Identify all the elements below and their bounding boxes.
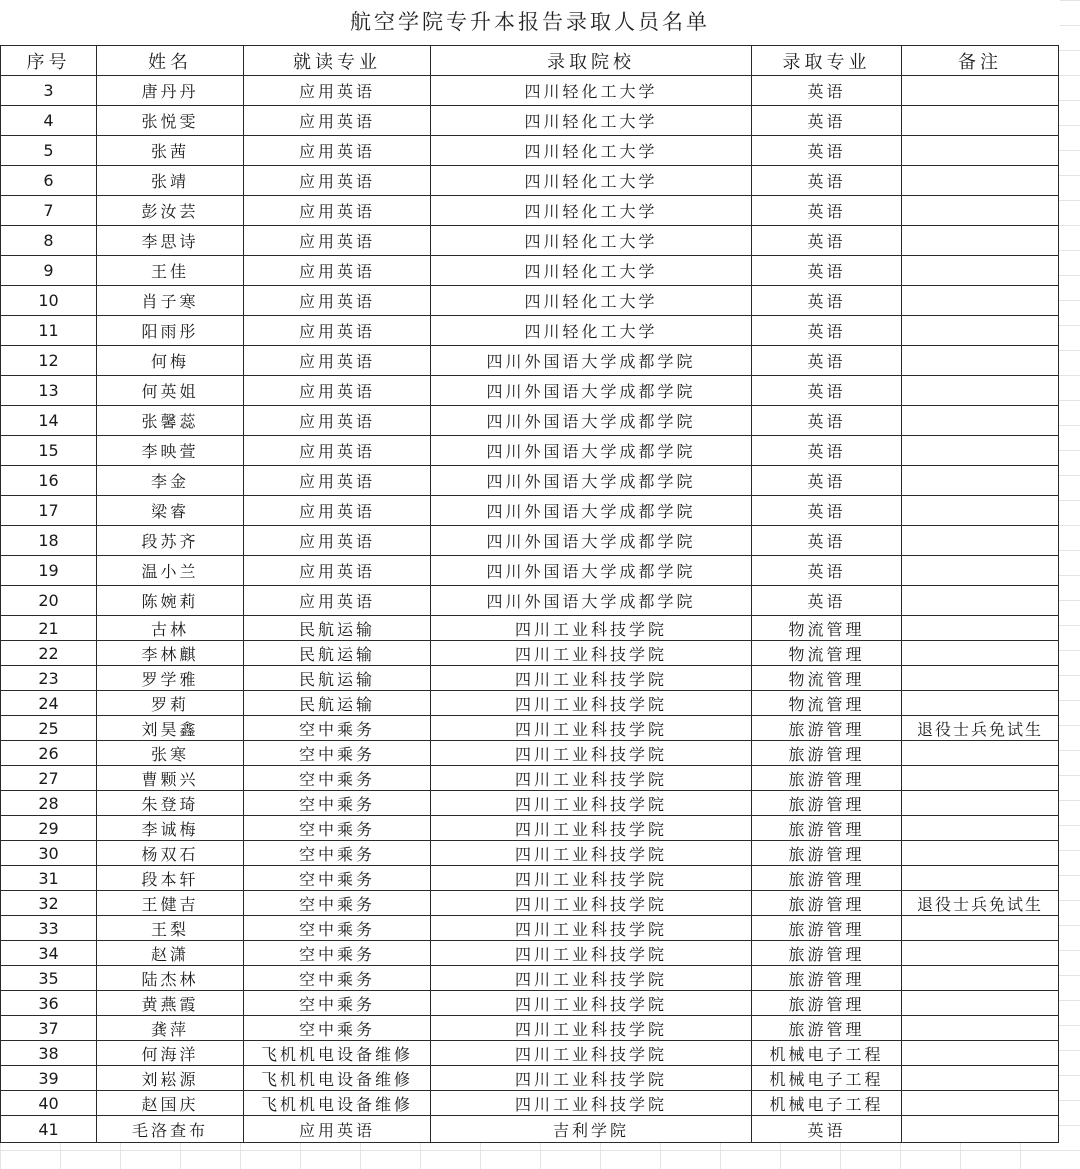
cell-row-number: 15: [1, 436, 97, 466]
cell-student-name: 李林麒: [97, 641, 244, 666]
cell-student-name: 曹颗兴: [97, 766, 244, 791]
cell-current-major: 应用英语: [244, 316, 431, 346]
cell-admitted-major: 旅游管理: [752, 991, 902, 1016]
cell-note: [902, 286, 1059, 316]
cell-admitted-major: 英语: [752, 556, 902, 586]
cell-row-number: 5: [1, 136, 97, 166]
cell-current-major: 应用英语: [244, 166, 431, 196]
cell-current-major: 应用英语: [244, 556, 431, 586]
cell-note: [902, 436, 1059, 466]
cell-student-name: 王佳: [97, 256, 244, 286]
table-row: [1, 1091, 1059, 1116]
cell-current-major: 应用英语: [244, 76, 431, 106]
cell-note: [902, 866, 1059, 891]
cell-row-number: 16: [1, 466, 97, 496]
table-row: [1, 641, 1059, 666]
cell-row-number: 27: [1, 766, 97, 791]
cell-admitted-major: 英语: [752, 286, 902, 316]
cell-admitted-major: 英语: [752, 526, 902, 556]
table-row: [1, 496, 1059, 526]
table-row: [1, 966, 1059, 991]
cell-admitted-school: 四川轻化工大学: [431, 256, 752, 286]
cell-current-major: 空中乘务: [244, 816, 431, 841]
cell-admitted-major: 旅游管理: [752, 741, 902, 766]
cell-note: [902, 376, 1059, 406]
cell-row-number: 22: [1, 641, 97, 666]
cell-admitted-school: 四川外国语大学成都学院: [431, 556, 752, 586]
cell-admitted-major: 英语: [752, 256, 902, 286]
cell-current-major: 空中乘务: [244, 791, 431, 816]
cell-admitted-major: 旅游管理: [752, 891, 902, 916]
cell-row-number: 7: [1, 196, 97, 226]
cell-student-name: 王梨: [97, 916, 244, 941]
table-row: [1, 196, 1059, 226]
cell-student-name: 刘昊鑫: [97, 716, 244, 741]
cell-row-number: 19: [1, 556, 97, 586]
cell-student-name: 李金: [97, 466, 244, 496]
table-row: [1, 316, 1059, 346]
cell-current-major: 应用英语: [244, 586, 431, 616]
column-header-school: 录取院校: [431, 46, 752, 76]
table-row: [1, 166, 1059, 196]
cell-current-major: 应用英语: [244, 526, 431, 556]
cell-current-major: 空中乘务: [244, 766, 431, 791]
column-header-note: 备注: [902, 46, 1059, 76]
cell-note: [902, 741, 1059, 766]
sheet-title: 航空学院专升本报告录取人员名单: [0, 0, 1060, 45]
cell-admitted-school: 四川外国语大学成都学院: [431, 406, 752, 436]
cell-student-name: 何梅: [97, 346, 244, 376]
cell-note: [902, 406, 1059, 436]
column-header-admit-major: 录取专业: [752, 46, 902, 76]
cell-note: [902, 641, 1059, 666]
cell-row-number: 8: [1, 226, 97, 256]
cell-row-number: 26: [1, 741, 97, 766]
cell-current-major: 空中乘务: [244, 941, 431, 966]
table-row: [1, 106, 1059, 136]
cell-admitted-major: 机械电子工程: [752, 1041, 902, 1066]
cell-current-major: 应用英语: [244, 196, 431, 226]
cell-admitted-school: 四川轻化工大学: [431, 226, 752, 256]
cell-student-name: 罗莉: [97, 691, 244, 716]
cell-admitted-major: 英语: [752, 166, 902, 196]
cell-note: [902, 496, 1059, 526]
cell-current-major: 应用英语: [244, 346, 431, 376]
cell-student-name: 唐丹丹: [97, 76, 244, 106]
table-row: [1, 866, 1059, 891]
cell-row-number: 10: [1, 286, 97, 316]
cell-current-major: 空中乘务: [244, 866, 431, 891]
cell-admitted-school: 四川工业科技学院: [431, 966, 752, 991]
cell-row-number: 41: [1, 1116, 97, 1143]
cell-current-major: 应用英语: [244, 1116, 431, 1143]
cell-row-number: 34: [1, 941, 97, 966]
table-row: [1, 666, 1059, 691]
cell-current-major: 应用英语: [244, 286, 431, 316]
table-row: [1, 891, 1059, 916]
cell-row-number: 36: [1, 991, 97, 1016]
cell-admitted-major: 物流管理: [752, 616, 902, 641]
header-row: [1, 46, 1059, 76]
table-row: [1, 1041, 1059, 1066]
cell-admitted-school: 四川轻化工大学: [431, 136, 752, 166]
cell-note: 退役士兵免试生: [902, 716, 1059, 741]
cell-admitted-school: 四川工业科技学院: [431, 991, 752, 1016]
cell-admitted-major: 旅游管理: [752, 866, 902, 891]
cell-note: [902, 766, 1059, 791]
column-header-name: 姓名: [97, 46, 244, 76]
cell-row-number: 13: [1, 376, 97, 406]
cell-current-major: 民航运输: [244, 666, 431, 691]
cell-current-major: 民航运输: [244, 691, 431, 716]
cell-note: [902, 316, 1059, 346]
cell-admitted-major: 英语: [752, 436, 902, 466]
cell-admitted-major: 机械电子工程: [752, 1091, 902, 1116]
cell-student-name: 段本轩: [97, 866, 244, 891]
cell-student-name: 黄燕霞: [97, 991, 244, 1016]
cell-current-major: 空中乘务: [244, 891, 431, 916]
cell-admitted-school: 四川工业科技学院: [431, 741, 752, 766]
cell-row-number: 31: [1, 866, 97, 891]
cell-current-major: 飞机机电设备维修: [244, 1066, 431, 1091]
cell-row-number: 38: [1, 1041, 97, 1066]
table-row: [1, 346, 1059, 376]
table-row: [1, 816, 1059, 841]
cell-admitted-school: 吉利学院: [431, 1116, 752, 1143]
table-row: [1, 691, 1059, 716]
cell-row-number: 6: [1, 166, 97, 196]
cell-admitted-major: 物流管理: [752, 641, 902, 666]
cell-admitted-major: 旅游管理: [752, 941, 902, 966]
cell-student-name: 李映萱: [97, 436, 244, 466]
cell-admitted-major: 旅游管理: [752, 841, 902, 866]
cell-admitted-major: 英语: [752, 1116, 902, 1143]
cell-admitted-school: 四川工业科技学院: [431, 1091, 752, 1116]
cell-student-name: 古林: [97, 616, 244, 641]
cell-admitted-school: 四川外国语大学成都学院: [431, 586, 752, 616]
cell-current-major: 应用英语: [244, 226, 431, 256]
cell-admitted-school: 四川工业科技学院: [431, 891, 752, 916]
cell-row-number: 23: [1, 666, 97, 691]
table-row: [1, 791, 1059, 816]
cell-row-number: 37: [1, 1016, 97, 1041]
cell-admitted-major: 旅游管理: [752, 966, 902, 991]
cell-current-major: 应用英语: [244, 406, 431, 436]
cell-admitted-major: 旅游管理: [752, 791, 902, 816]
cell-row-number: 39: [1, 1066, 97, 1091]
cell-admitted-school: 四川轻化工大学: [431, 196, 752, 226]
cell-admitted-major: 物流管理: [752, 666, 902, 691]
cell-admitted-major: 英语: [752, 226, 902, 256]
cell-admitted-school: 四川工业科技学院: [431, 816, 752, 841]
cell-student-name: 张靖: [97, 166, 244, 196]
cell-note: [902, 841, 1059, 866]
cell-current-major: 空中乘务: [244, 991, 431, 1016]
cell-note: [902, 1116, 1059, 1143]
cell-current-major: 应用英语: [244, 136, 431, 166]
cell-note: [902, 991, 1059, 1016]
cell-note: [902, 586, 1059, 616]
column-header-number: 序号: [1, 46, 97, 76]
cell-student-name: 陆杰林: [97, 966, 244, 991]
cell-row-number: 17: [1, 496, 97, 526]
table-row: [1, 526, 1059, 556]
cell-admitted-school: 四川轻化工大学: [431, 106, 752, 136]
cell-admitted-school: 四川外国语大学成都学院: [431, 466, 752, 496]
cell-row-number: 35: [1, 966, 97, 991]
cell-admitted-school: 四川工业科技学院: [431, 666, 752, 691]
cell-student-name: 龚萍: [97, 1016, 244, 1041]
cell-note: [902, 466, 1059, 496]
cell-note: [902, 966, 1059, 991]
cell-row-number: 21: [1, 616, 97, 641]
cell-note: [902, 941, 1059, 966]
cell-row-number: 32: [1, 891, 97, 916]
cell-admitted-school: 四川轻化工大学: [431, 316, 752, 346]
cell-current-major: 空中乘务: [244, 916, 431, 941]
cell-note: [902, 816, 1059, 841]
cell-student-name: 刘崧源: [97, 1066, 244, 1091]
cell-note: 退役士兵免试生: [902, 891, 1059, 916]
cell-row-number: 33: [1, 916, 97, 941]
table-row: [1, 841, 1059, 866]
cell-current-major: 应用英语: [244, 106, 431, 136]
cell-admitted-major: 英语: [752, 346, 902, 376]
cell-note: [902, 616, 1059, 641]
cell-note: [902, 556, 1059, 586]
cell-admitted-major: 英语: [752, 376, 902, 406]
table-row: [1, 916, 1059, 941]
table-row: [1, 1066, 1059, 1091]
cell-student-name: 张悦雯: [97, 106, 244, 136]
cell-current-major: 空中乘务: [244, 841, 431, 866]
cell-student-name: 王健吉: [97, 891, 244, 916]
cell-admitted-major: 旅游管理: [752, 816, 902, 841]
table-row: [1, 556, 1059, 586]
cell-admitted-major: 英语: [752, 136, 902, 166]
cell-row-number: 4: [1, 106, 97, 136]
cell-note: [902, 1066, 1059, 1091]
cell-note: [902, 226, 1059, 256]
cell-admitted-school: 四川轻化工大学: [431, 286, 752, 316]
cell-current-major: 应用英语: [244, 376, 431, 406]
cell-admitted-school: 四川外国语大学成都学院: [431, 346, 752, 376]
cell-current-major: 飞机机电设备维修: [244, 1091, 431, 1116]
cell-student-name: 阳雨彤: [97, 316, 244, 346]
cell-current-major: 飞机机电设备维修: [244, 1041, 431, 1066]
cell-row-number: 30: [1, 841, 97, 866]
cell-current-major: 应用英语: [244, 256, 431, 286]
cell-current-major: 空中乘务: [244, 966, 431, 991]
table-row: [1, 286, 1059, 316]
cell-admitted-school: 四川外国语大学成都学院: [431, 496, 752, 526]
cell-student-name: 朱登琦: [97, 791, 244, 816]
table-row: [1, 716, 1059, 741]
cell-row-number: 11: [1, 316, 97, 346]
cell-student-name: 张馨蕊: [97, 406, 244, 436]
table-row: [1, 256, 1059, 286]
cell-admitted-school: 四川工业科技学院: [431, 1066, 752, 1091]
cell-current-major: 应用英语: [244, 496, 431, 526]
cell-student-name: 梁睿: [97, 496, 244, 526]
cell-admitted-school: 四川工业科技学院: [431, 841, 752, 866]
cell-admitted-school: 四川工业科技学院: [431, 691, 752, 716]
cell-student-name: 陈婉莉: [97, 586, 244, 616]
cell-admitted-school: 四川轻化工大学: [431, 76, 752, 106]
table-row: [1, 941, 1059, 966]
cell-admitted-school: 四川轻化工大学: [431, 166, 752, 196]
table-row: [1, 741, 1059, 766]
table-row: [1, 406, 1059, 436]
table-row: [1, 226, 1059, 256]
table-row: [1, 991, 1059, 1016]
table-row: [1, 76, 1059, 106]
cell-current-major: 应用英语: [244, 436, 431, 466]
cell-note: [902, 1091, 1059, 1116]
cell-admitted-school: 四川外国语大学成都学院: [431, 526, 752, 556]
cell-student-name: 肖子寒: [97, 286, 244, 316]
cell-row-number: 24: [1, 691, 97, 716]
cell-admitted-major: 英语: [752, 406, 902, 436]
cell-student-name: 杨双石: [97, 841, 244, 866]
cell-row-number: 40: [1, 1091, 97, 1116]
cell-note: [902, 346, 1059, 376]
cell-student-name: 罗学雅: [97, 666, 244, 691]
cell-current-major: 民航运输: [244, 616, 431, 641]
cell-row-number: 25: [1, 716, 97, 741]
cell-note: [902, 106, 1059, 136]
cell-admitted-major: 英语: [752, 496, 902, 526]
cell-row-number: 18: [1, 526, 97, 556]
cell-admitted-major: 旅游管理: [752, 1016, 902, 1041]
cell-student-name: 赵潇: [97, 941, 244, 966]
table-row: [1, 1016, 1059, 1041]
column-header-major: 就读专业: [244, 46, 431, 76]
cell-note: [902, 166, 1059, 196]
cell-admitted-school: 四川工业科技学院: [431, 1041, 752, 1066]
cell-student-name: 何英姐: [97, 376, 244, 406]
table-row: [1, 586, 1059, 616]
cell-row-number: 28: [1, 791, 97, 816]
cell-row-number: 20: [1, 586, 97, 616]
cell-note: [902, 666, 1059, 691]
table-row: [1, 376, 1059, 406]
cell-admitted-school: 四川工业科技学院: [431, 1016, 752, 1041]
cell-note: [902, 691, 1059, 716]
cell-student-name: 李思诗: [97, 226, 244, 256]
cell-admitted-major: 物流管理: [752, 691, 902, 716]
table-body: [1, 76, 1059, 1143]
cell-admitted-major: 机械电子工程: [752, 1066, 902, 1091]
cell-admitted-school: 四川工业科技学院: [431, 866, 752, 891]
table-row: [1, 616, 1059, 641]
cell-row-number: 9: [1, 256, 97, 286]
cell-note: [902, 791, 1059, 816]
cell-admitted-major: 英语: [752, 196, 902, 226]
cell-row-number: 3: [1, 76, 97, 106]
cell-admitted-school: 四川工业科技学院: [431, 916, 752, 941]
table-row: [1, 136, 1059, 166]
table-row: [1, 1116, 1059, 1143]
cell-current-major: 空中乘务: [244, 716, 431, 741]
cell-admitted-major: 英语: [752, 586, 902, 616]
cell-admitted-major: 英语: [752, 466, 902, 496]
cell-note: [902, 1016, 1059, 1041]
cell-admitted-school: 四川工业科技学院: [431, 941, 752, 966]
cell-student-name: 张茜: [97, 136, 244, 166]
cell-admitted-major: 英语: [752, 316, 902, 346]
cell-admitted-school: 四川工业科技学院: [431, 616, 752, 641]
cell-admitted-school: 四川工业科技学院: [431, 716, 752, 741]
cell-admitted-school: 四川工业科技学院: [431, 641, 752, 666]
cell-student-name: 李诚梅: [97, 816, 244, 841]
cell-row-number: 14: [1, 406, 97, 436]
cell-current-major: 空中乘务: [244, 1016, 431, 1041]
cell-note: [902, 256, 1059, 286]
cell-admitted-school: 四川工业科技学院: [431, 791, 752, 816]
cell-student-name: 毛洛查布: [97, 1116, 244, 1143]
cell-student-name: 温小兰: [97, 556, 244, 586]
table-row: [1, 766, 1059, 791]
cell-admitted-major: 旅游管理: [752, 916, 902, 941]
cell-admitted-school: 四川外国语大学成都学院: [431, 376, 752, 406]
cell-admitted-school: 四川工业科技学院: [431, 766, 752, 791]
cell-student-name: 张寒: [97, 741, 244, 766]
cell-row-number: 29: [1, 816, 97, 841]
admission-table: [0, 45, 1059, 1143]
cell-row-number: 12: [1, 346, 97, 376]
table-row: [1, 466, 1059, 496]
cell-student-name: 段苏齐: [97, 526, 244, 556]
cell-admitted-major: 英语: [752, 76, 902, 106]
cell-current-major: 应用英语: [244, 466, 431, 496]
cell-student-name: 何海洋: [97, 1041, 244, 1066]
cell-current-major: 民航运输: [244, 641, 431, 666]
cell-note: [902, 76, 1059, 106]
cell-admitted-major: 旅游管理: [752, 766, 902, 791]
cell-note: [902, 916, 1059, 941]
cell-note: [902, 136, 1059, 166]
cell-note: [902, 1041, 1059, 1066]
cell-admitted-major: 英语: [752, 106, 902, 136]
cell-student-name: 赵国庆: [97, 1091, 244, 1116]
cell-current-major: 空中乘务: [244, 741, 431, 766]
cell-admitted-school: 四川外国语大学成都学院: [431, 436, 752, 466]
cell-admitted-major: 旅游管理: [752, 716, 902, 741]
cell-note: [902, 196, 1059, 226]
table-row: [1, 436, 1059, 466]
cell-student-name: 彭汝芸: [97, 196, 244, 226]
cell-note: [902, 526, 1059, 556]
